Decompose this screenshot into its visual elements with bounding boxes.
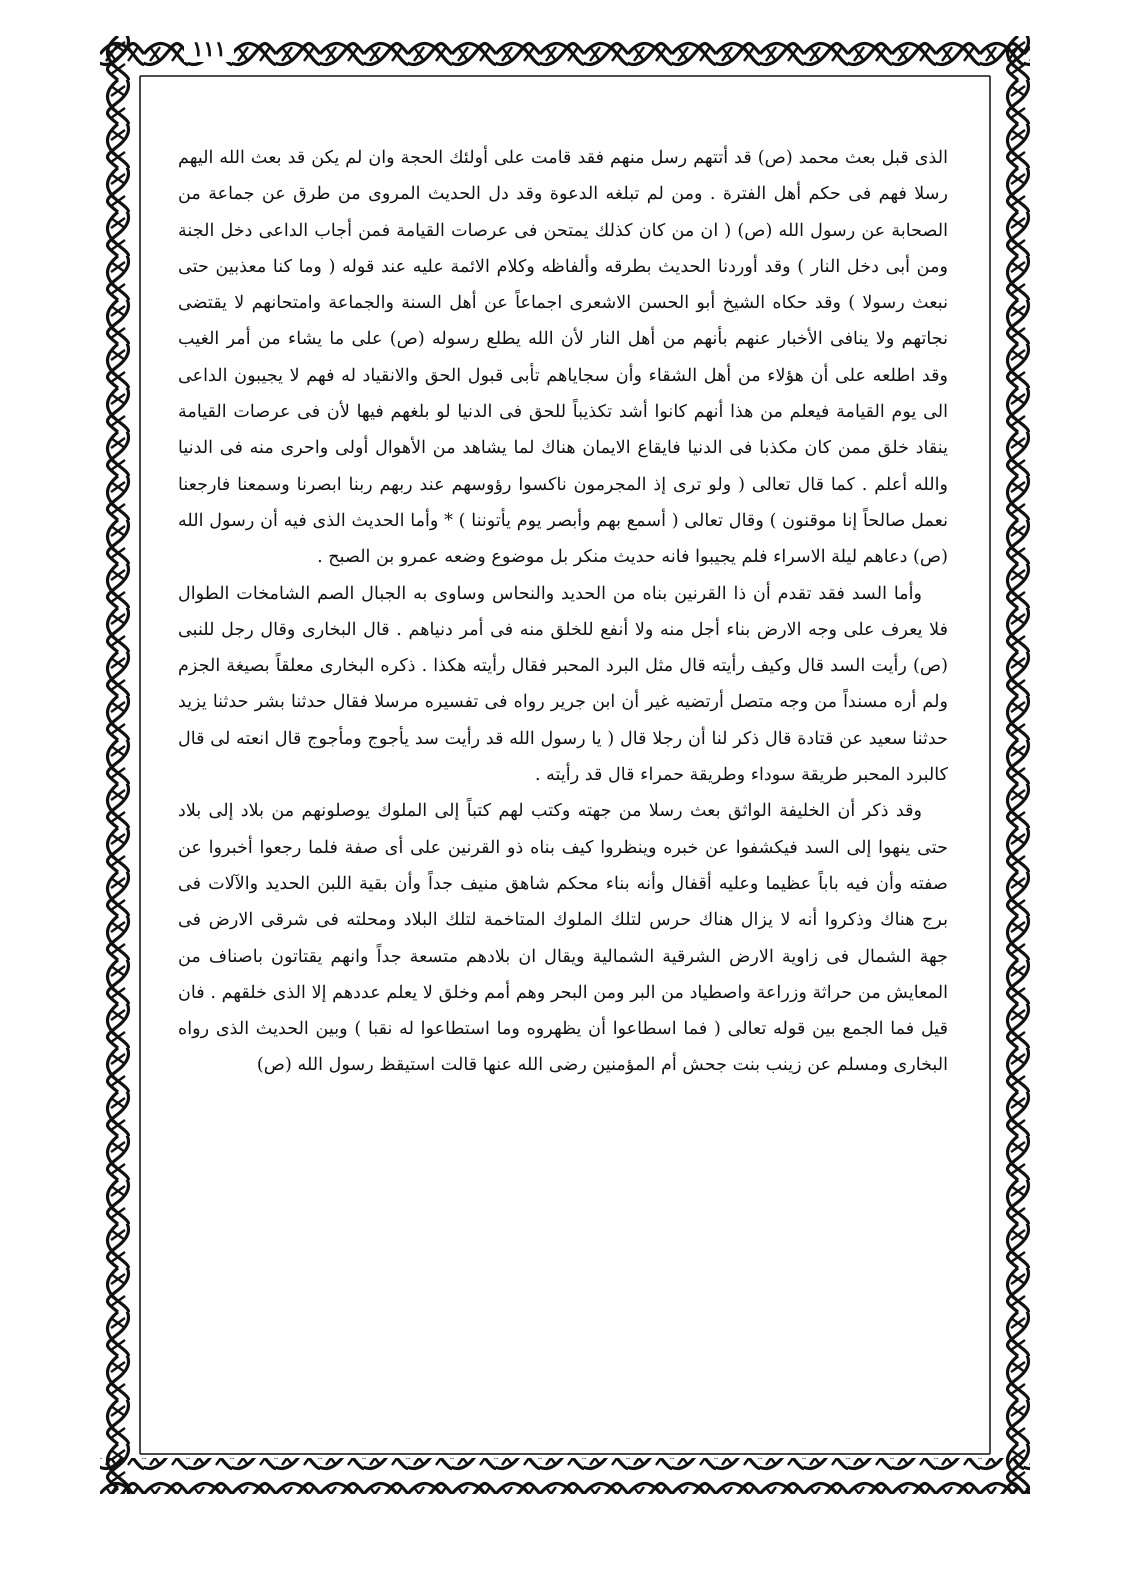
paragraph: وأما السد فقد تقدم أن ذا القرنين بناه من الحديد والنحاس وساوى به الجبال الصم الشامخات الطوال فلا يعرف على وجه الارض بناء أجل منه ولا أنفع للخلق منه فى أمر دنياهم . قال البخارى وقال رجل للنبى (ص) رأيت السد قال وكيف رأيته قال مثل البرد المحبر فقال رأيته هكذا . ذكره البخارى معلقاً بصيغة الجزم ولم أره مسنداً من وجه متصل أرتضيه غير أن ابن جرير رواه فى تفسيره مرسلا فقال حدثنا بشر حدثنا يزيد حدثنا سعيد عن قتادة قال ذكر لنا أن رجلا قال ( يا رسول الله قد رأيت سد يأجوج ومأجوج قال انعته لى قال كالبرد المحبر طريقة سوداء وطريقة حمراء قال قد رأيته . — [178, 583, 948, 786]
paragraph: الذى قبل بعث محمد (ص) قد أتتهم رسل منهم فقد قامت على أولئك الحجة وان لم يكن قد بعث الله اليهم رسلا فهم فى حكم أهل الفترة . ومن لم تبلغه الدعوة وقد دل الحديث المروى من طرق عن جماعة من الصحابة عن رسول الله (ص) ( ان من كان كذلك يمتحن فى عرصات القيامة فمن أجاب الداعى دخل الجنة ومن أبى دخل النار ) وقد أوردنا الحديث بطرقه وألفاظه وكلام الائمة عليه عند قوله ( وما كنا معذبين حتى نبعث رسولا ) وقد حكاه الشيخ أبو الحسن الاشعرى اجماعاً عن أهل السنة والجماعة وامتحانهم لا يقتضى نجاتهم ولا ينافى الأخبار عنهم بأنهم من أهل النار لأن الله يطلع رسوله (ص) على ما يشاء من أمر الغيب وقد اطلعه على أن هؤلاء من أهل الشقاء وأن سجاياهم تأبى قبول الحق والانقياد له فهم لا يجيبون الداعى الى يوم القيامة فيعلم من هذا أنهم كانوا أشد تكذيباً للحق فى الدنيا لو بلغهم فيها لأن فى عرصات القيامة ينقاد خلق ممن كان مكذبا فى الدنيا فايقاع الايمان هناك لما يشاهد من الأهوال أولى واحرى منه فى الدنيا والله أعلم . كما قال تعالى ( ولو ترى إذ المجرمون ناكسوا رؤوسهم عند ربهم ربنا ابصرنا وسمعنا فارجعنا نعمل صالحاً إنا موقنون ) وقال تعالى ( أسمع بهم وأبصر يوم يأتوننا ) * وأما الحديث الذى فيه أن رسول الله (ص) دعاهم ليلة الاسراء فلم يجيبوا فانه حديث منكر بل موضوع وضعه عمرو بن الصبح . — [178, 148, 948, 568]
page-body — [178, 140, 948, 1084]
page-number: ١١١ — [184, 36, 234, 62]
paragraph: وقد ذكر أن الخليفة الواثق بعث رسلا من جهته وكتب لهم كتباً إلى الملوك يوصلونهم من بلاد إلى بلاد حتى ينهوا إلى السد فيكشفوا عن خبره وينظروا كيف بناه ذو القرنين على أى صفة فلما رجعوا أخبروا عن صفته وأن فيه باباً عظيما وعليه أقفال وأنه بناء محكم شاهق منيف جداً وأن بقية اللبن الحديد والآلات فى برج هناك وذكروا أنه لا يزال هناك حرس لتلك الملوك المتاخمة لتلك البلاد ومحلته فى شرقى الارض فى جهة الشمال فى زاوية الارض الشرقية الشمالية ويقال ان بلادهم متسعة جداً وانهم يقتاتون باصناف من المعايش من حراثة وزراعة واصطياد من البر ومن البحر وهم أمم وخلق لا يعلم عددهم إلا الذى خلقهم . فان قيل فما الجمع بين قوله تعالى ( فما اسطاعوا أن يظهروه وما استطاعوا له نقبا ) وبين الحديث الذى رواه البخارى ومسلم عن زينب بنت جحش أم المؤمنين رضى الله عنها قالت استيقظ رسول الله (ص) — [178, 801, 948, 1076]
